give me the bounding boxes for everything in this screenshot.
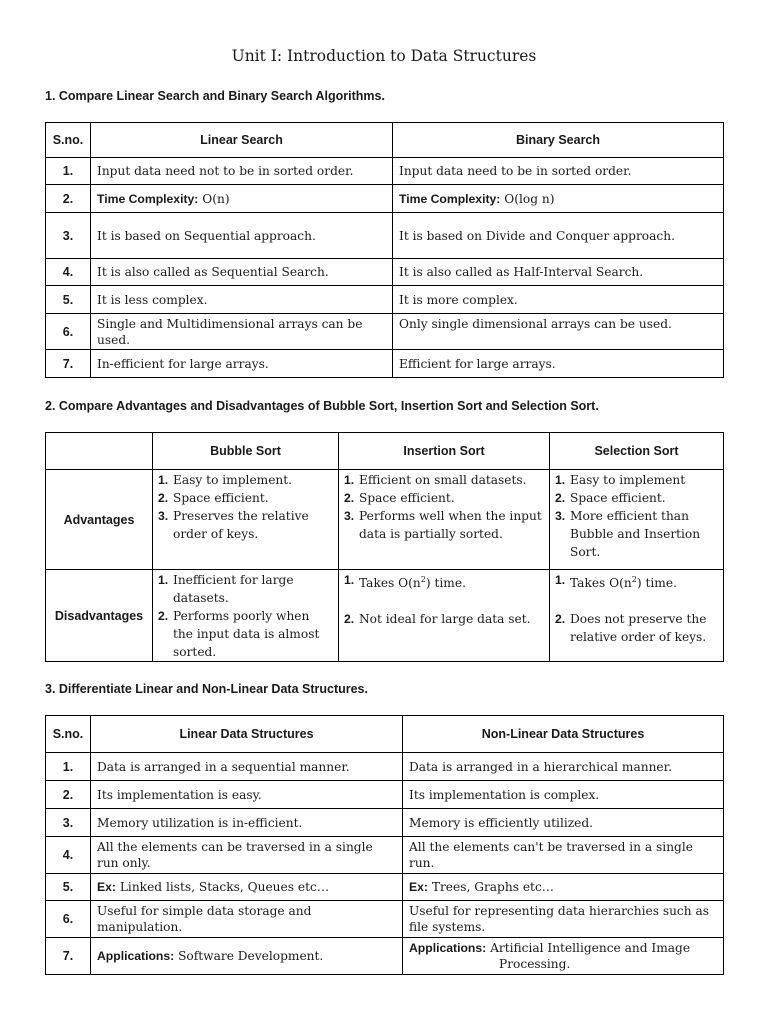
section-3-heading: 3. Differentiate Linear and Non-Linear Data Structures. xyxy=(45,682,368,696)
column-header-sno: S.no. xyxy=(46,123,91,158)
list-item: 2. Space efficient. xyxy=(344,491,455,505)
table-row xyxy=(46,874,724,901)
list-item: 3. More efficient than Bubble and Insertion Sort. xyxy=(555,509,701,559)
table-row xyxy=(46,158,724,185)
table-row xyxy=(46,809,724,837)
linear-ds-cell: Its implementation is easy. xyxy=(91,781,403,809)
table-row xyxy=(46,185,724,213)
list-item: 2. Not ideal for large data set. xyxy=(344,612,531,627)
linear-search-cell: It is also called as Sequential Search. xyxy=(91,259,393,286)
bubble-advantages-list xyxy=(159,471,332,543)
binary-search-cell: It is more complex. xyxy=(393,286,724,314)
binary-search-cell: It is based on Divide and Conquer approach. xyxy=(393,213,724,259)
linear-search-cell: In-efficient for large arrays. xyxy=(91,350,393,378)
selection-disadvantages-list xyxy=(556,571,717,646)
linear-search-cell: It is less complex. xyxy=(91,286,393,314)
list-item: 1. Inefficient for large datasets. xyxy=(158,573,294,605)
cell-label: Ex: xyxy=(97,880,116,894)
binary-search-cell xyxy=(393,185,724,213)
list-item: 3. Performs well when the input data is partially sorted. xyxy=(344,509,542,541)
list-item: 1. Takes $O(n^2)$ time. xyxy=(344,573,466,591)
cell-label: Time Complexity: xyxy=(97,191,199,206)
table-row xyxy=(46,213,724,259)
row-number: 3. xyxy=(46,809,91,837)
binary-search-cell: Efficient for large arrays. xyxy=(393,350,724,378)
column-header-binary-search: Binary Search xyxy=(393,123,724,158)
table-row xyxy=(46,901,724,938)
table-row xyxy=(46,837,724,874)
list-item: 1. Easy to implement. xyxy=(158,473,293,487)
list-item: 1. Takes $O(n^2)$ time. xyxy=(555,573,677,591)
column-header-selection-sort: Selection Sort xyxy=(550,433,724,470)
nonlinear-ds-cell: All the elements can't be traversed in a single run. xyxy=(403,837,724,874)
table-row xyxy=(46,753,724,781)
list-item: 2. Space efficient. xyxy=(158,491,269,505)
insertion-advantages-cell xyxy=(339,470,550,570)
list-item: 2. Performs poorly when the input data is almost sorted. xyxy=(158,609,320,659)
bubble-advantages-cell xyxy=(153,470,339,570)
table-header-row xyxy=(46,123,724,158)
row-number: 6. xyxy=(46,901,91,938)
nonlinear-ds-cell xyxy=(403,874,724,901)
list-item: 2. Does not preserve the relative order of keys. xyxy=(555,612,707,645)
row-header-advantages: Advantages xyxy=(46,470,153,570)
column-header-nonlinear-ds: Non-Linear Data Structures xyxy=(403,716,724,753)
list-item: 3. Preserves the relative order of keys. xyxy=(158,509,309,541)
insertion-advantages-list xyxy=(345,471,543,543)
cell-value: Trees, Graphs etc… xyxy=(427,880,554,894)
linear-vs-nonlinear-table xyxy=(45,715,724,975)
linear-ds-cell xyxy=(91,874,403,901)
row-number: 5. xyxy=(46,874,91,901)
cell-label: Time Complexity: xyxy=(399,191,501,206)
column-header-empty xyxy=(46,433,153,470)
cell-value: Linked lists, Stacks, Queues etc… xyxy=(115,880,330,894)
nonlinear-ds-cell: Data is arranged in a hierarchical manner. xyxy=(403,753,724,781)
cell-value: Artificial Intelligence and Image xyxy=(486,941,691,955)
table-header-row xyxy=(46,716,724,753)
nonlinear-ds-cell: Memory is efficiently utilized. xyxy=(403,809,724,837)
column-header-linear-search: Linear Search xyxy=(91,123,393,158)
table-header-row xyxy=(46,433,724,470)
table-row xyxy=(46,259,724,286)
disadvantages-row xyxy=(46,570,724,662)
table-row xyxy=(46,350,724,378)
column-header-linear-ds: Linear Data Structures xyxy=(91,716,403,753)
linear-search-cell: It is based on Sequential approach. xyxy=(91,213,393,259)
selection-advantages-cell xyxy=(550,470,724,570)
linear-search-cell: Input data need not to be in sorted order. xyxy=(91,158,393,185)
cell-label: Applications: xyxy=(409,941,487,955)
row-number: 4. xyxy=(46,259,91,286)
linear-search-cell xyxy=(91,185,393,213)
page-title: Unit I: Introduction to Data Structures xyxy=(231,47,537,65)
row-number: 6. xyxy=(46,314,91,350)
row-number: 7. xyxy=(46,938,91,975)
row-number: 4. xyxy=(46,837,91,874)
nonlinear-ds-cell: Its implementation is complex. xyxy=(403,781,724,809)
row-number: 2. xyxy=(46,185,91,213)
linear-ds-cell: All the elements can be traversed in a single run only. xyxy=(91,837,403,874)
table-row xyxy=(46,286,724,314)
linear-search-cell: Single and Multidimensional arrays can be used. xyxy=(91,314,393,350)
row-number: 1. xyxy=(46,753,91,781)
sorting-comparison-table xyxy=(45,432,724,662)
insertion-disadvantages-cell xyxy=(339,570,550,662)
linear-ds-cell xyxy=(91,938,403,975)
row-number: 7. xyxy=(46,350,91,378)
linear-ds-cell: Useful for simple data storage and manipulation. xyxy=(91,901,403,938)
linear-vs-binary-search-table xyxy=(45,122,724,378)
binary-search-cell: Only single dimensional arrays can be used. xyxy=(393,314,724,350)
row-number: 3. xyxy=(46,213,91,259)
row-number: 5. xyxy=(46,286,91,314)
list-item: 1. Easy to implement xyxy=(555,473,686,487)
insertion-disadvantages-list xyxy=(345,571,543,628)
table-row xyxy=(46,314,724,350)
cell-label: Applications: xyxy=(97,949,175,963)
selection-advantages-list xyxy=(556,471,717,561)
binary-search-cell: Input data need to be in sorted order. xyxy=(393,158,724,185)
list-item: 2. Space efficient. xyxy=(555,491,666,505)
section-1-heading: 1. Compare Linear Search and Binary Search Algorithms. xyxy=(45,89,385,103)
linear-ds-cell: Data is arranged in a sequential manner. xyxy=(91,753,403,781)
column-header-bubble-sort: Bubble Sort xyxy=(153,433,339,470)
table-row xyxy=(46,938,724,975)
cell-value: O(n) xyxy=(198,191,230,206)
section-2-heading: 2. Compare Advantages and Disadvantages of Bubble Sort, Insertion Sort and Selection Sort. xyxy=(45,399,599,413)
nonlinear-ds-cell: Useful for representing data hierarchies such as file systems. xyxy=(403,901,724,938)
list-item: 1. Efficient on small datasets. xyxy=(344,473,527,487)
column-header-sno: S.no. xyxy=(46,716,91,753)
advantages-row xyxy=(46,470,724,570)
nonlinear-ds-cell xyxy=(403,938,724,975)
linear-ds-cell: Memory utilization is in-efficient. xyxy=(91,809,403,837)
selection-disadvantages-cell xyxy=(550,570,724,662)
cell-label: Ex: xyxy=(409,880,428,894)
cell-value: Software Development. xyxy=(174,949,324,963)
table-row xyxy=(46,781,724,809)
bubble-disadvantages-cell xyxy=(153,570,339,662)
bubble-disadvantages-list xyxy=(159,571,332,661)
row-number: 2. xyxy=(46,781,91,809)
row-header-disadvantages: Disadvantages xyxy=(46,570,153,662)
cell-value-continued: Processing. xyxy=(499,957,571,971)
binary-search-cell: It is also called as Half-Interval Search. xyxy=(393,259,724,286)
row-number: 1. xyxy=(46,158,91,185)
column-header-insertion-sort: Insertion Sort xyxy=(339,433,550,470)
cell-value: O(log n) xyxy=(500,191,555,206)
